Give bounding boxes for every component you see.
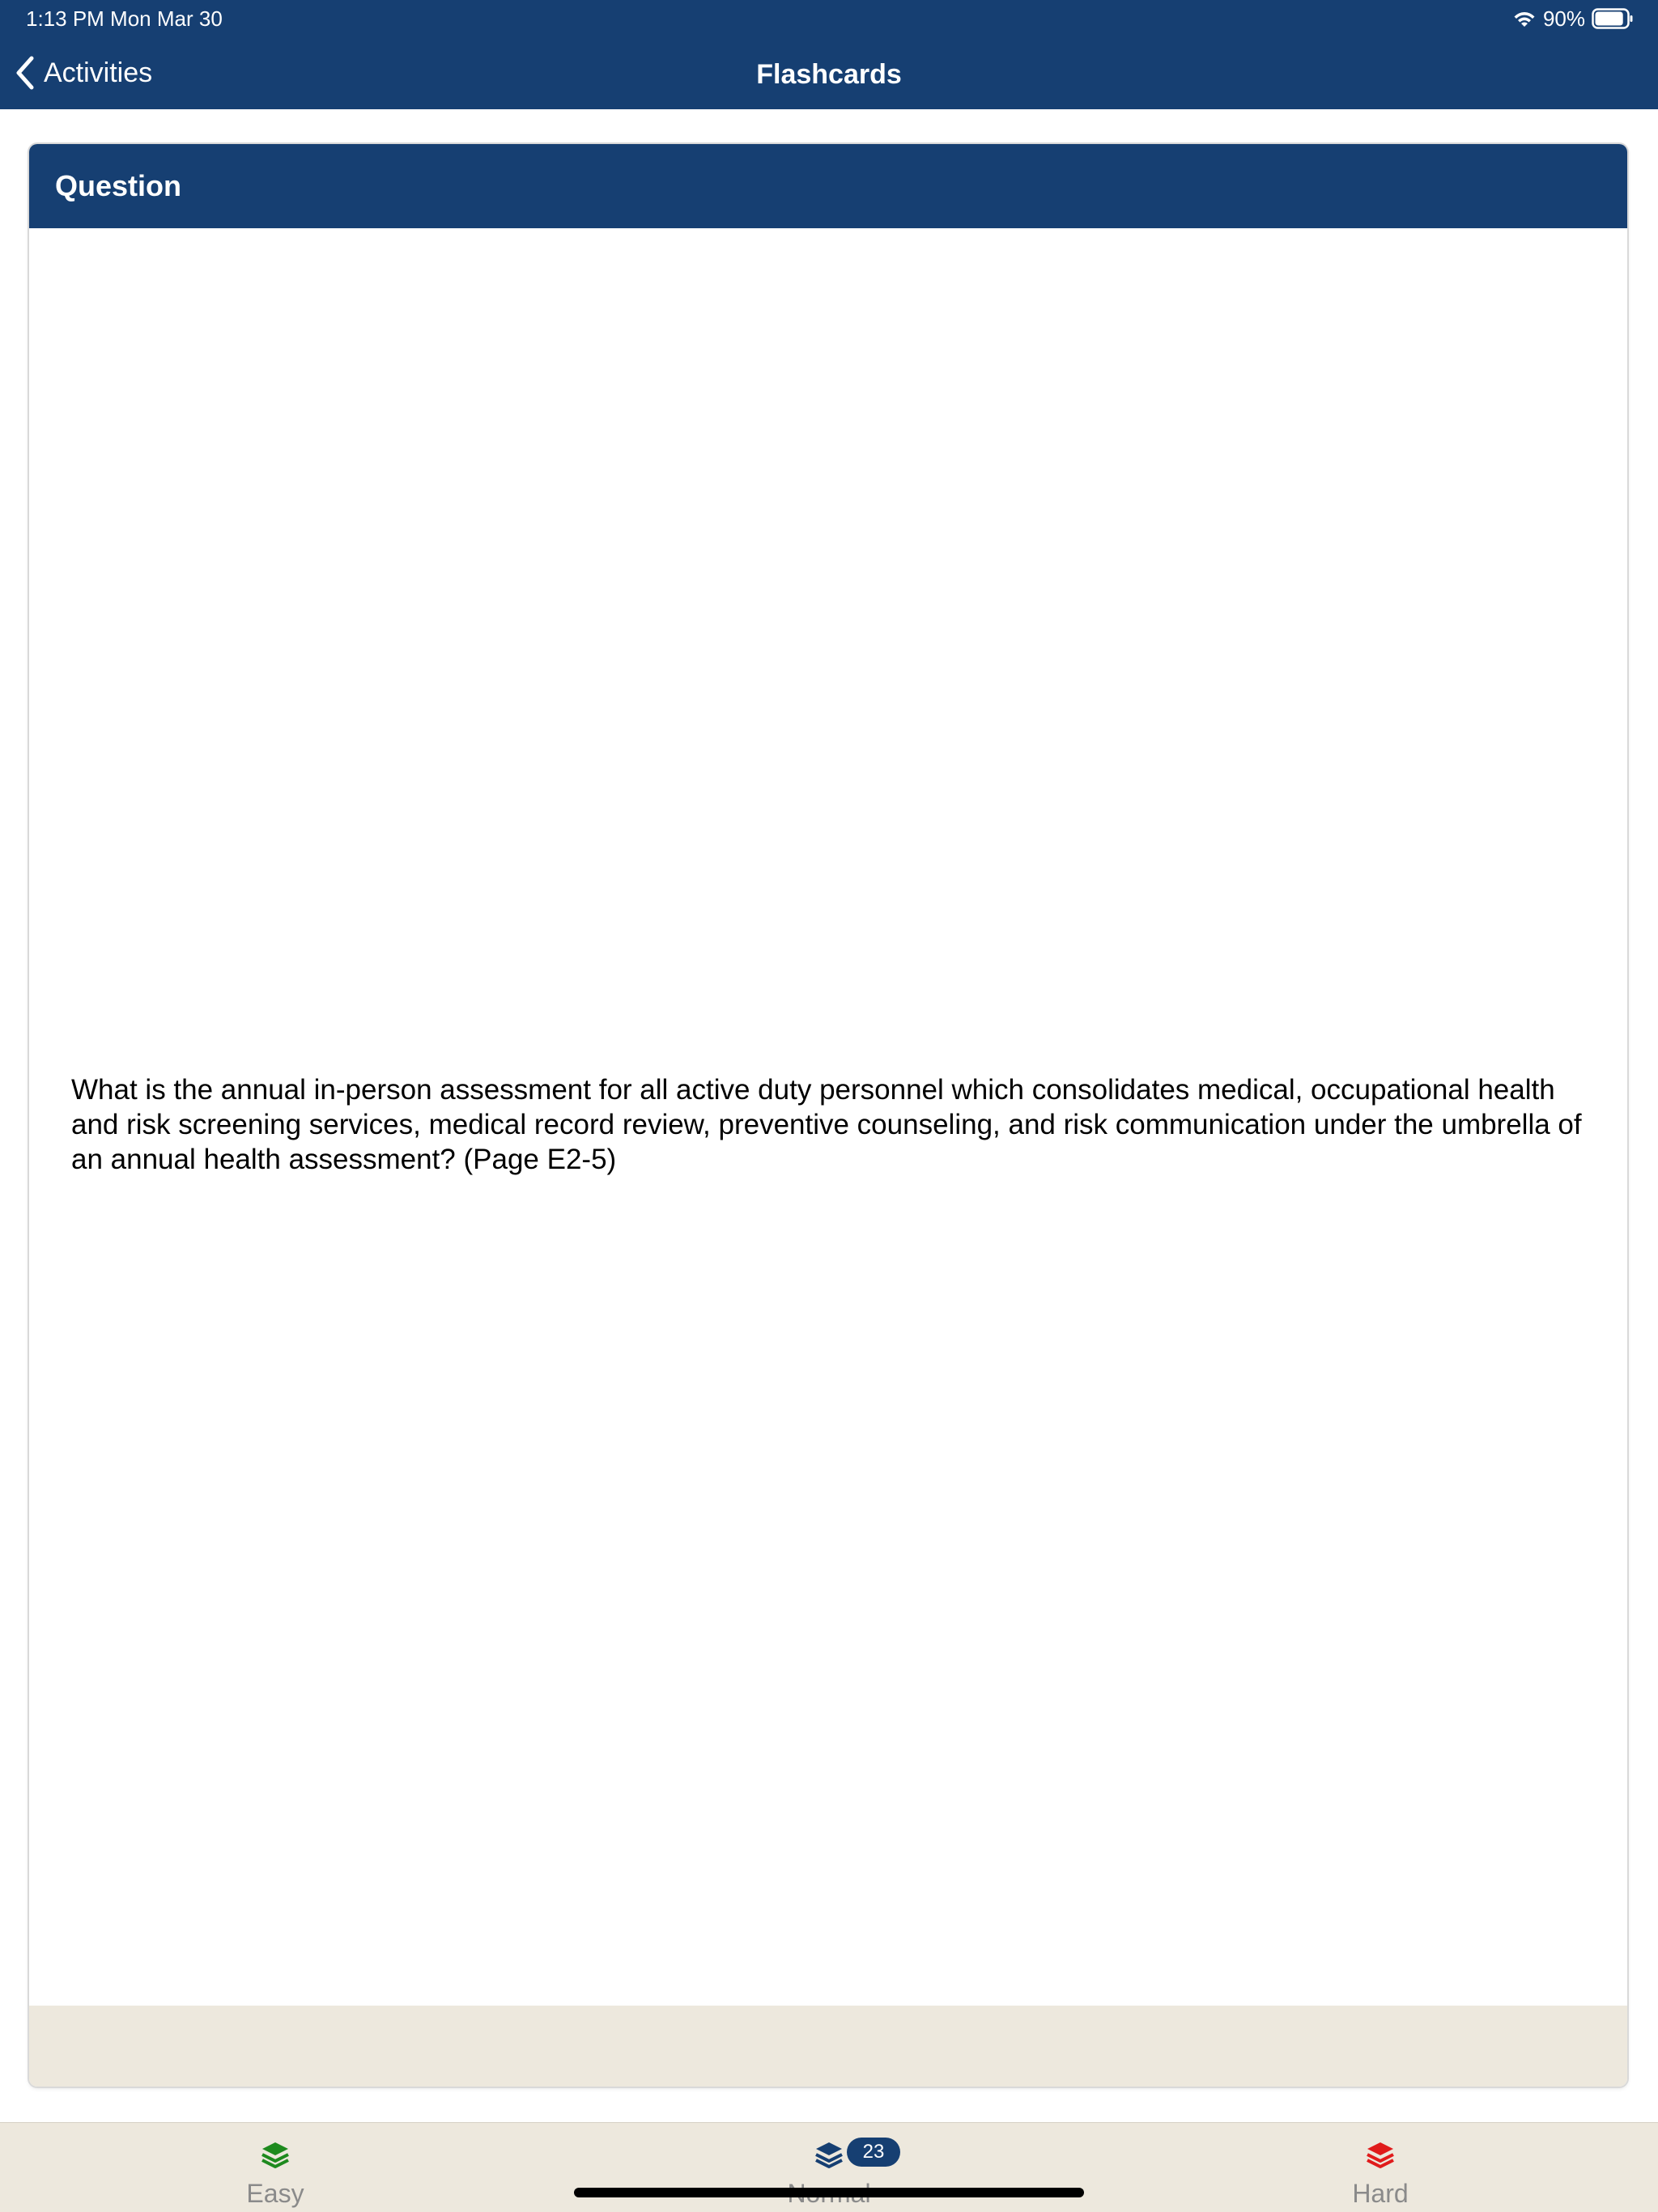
card-footer bbox=[29, 2006, 1627, 2087]
card-header-label: Question bbox=[55, 169, 182, 202]
card-body bbox=[29, 228, 1627, 2006]
layers-icon bbox=[813, 2139, 845, 2172]
tab-hard-label: Hard bbox=[1352, 2179, 1409, 2208]
battery-percent: 90% bbox=[1542, 6, 1585, 31]
home-indicator[interactable] bbox=[574, 2188, 1084, 2197]
wifi-icon bbox=[1512, 9, 1537, 28]
tab-easy[interactable] bbox=[154, 2139, 397, 2210]
back-button-label: Activities bbox=[44, 57, 153, 88]
flashcard[interactable] bbox=[29, 144, 1627, 2087]
normal-count-badge: 23 bbox=[847, 2138, 900, 2167]
battery-icon bbox=[1592, 8, 1634, 29]
layers-icon bbox=[1364, 2139, 1397, 2172]
tab-normal[interactable] bbox=[708, 2139, 950, 2210]
difficulty-tab-bar bbox=[0, 2122, 1658, 2212]
status-indicators bbox=[1512, 5, 1634, 32]
page-title: Flashcards bbox=[756, 59, 902, 90]
status-time: 1:13 PM Mon Mar 30 bbox=[26, 6, 223, 31]
question-text: What is the annual in-person assessment for all active duty personnel which consolidates medical, occupational health and risk screening services, medical record review, preventive counseling, and risk communication under the umbrella of an annual health assessment? (Page E2-5) bbox=[71, 1074, 1582, 1175]
card-header bbox=[29, 144, 1627, 228]
tab-hard[interactable] bbox=[1259, 2139, 1502, 2210]
layers-icon bbox=[259, 2139, 291, 2172]
tab-easy-label: Easy bbox=[246, 2179, 304, 2208]
top-bar bbox=[0, 0, 1658, 109]
